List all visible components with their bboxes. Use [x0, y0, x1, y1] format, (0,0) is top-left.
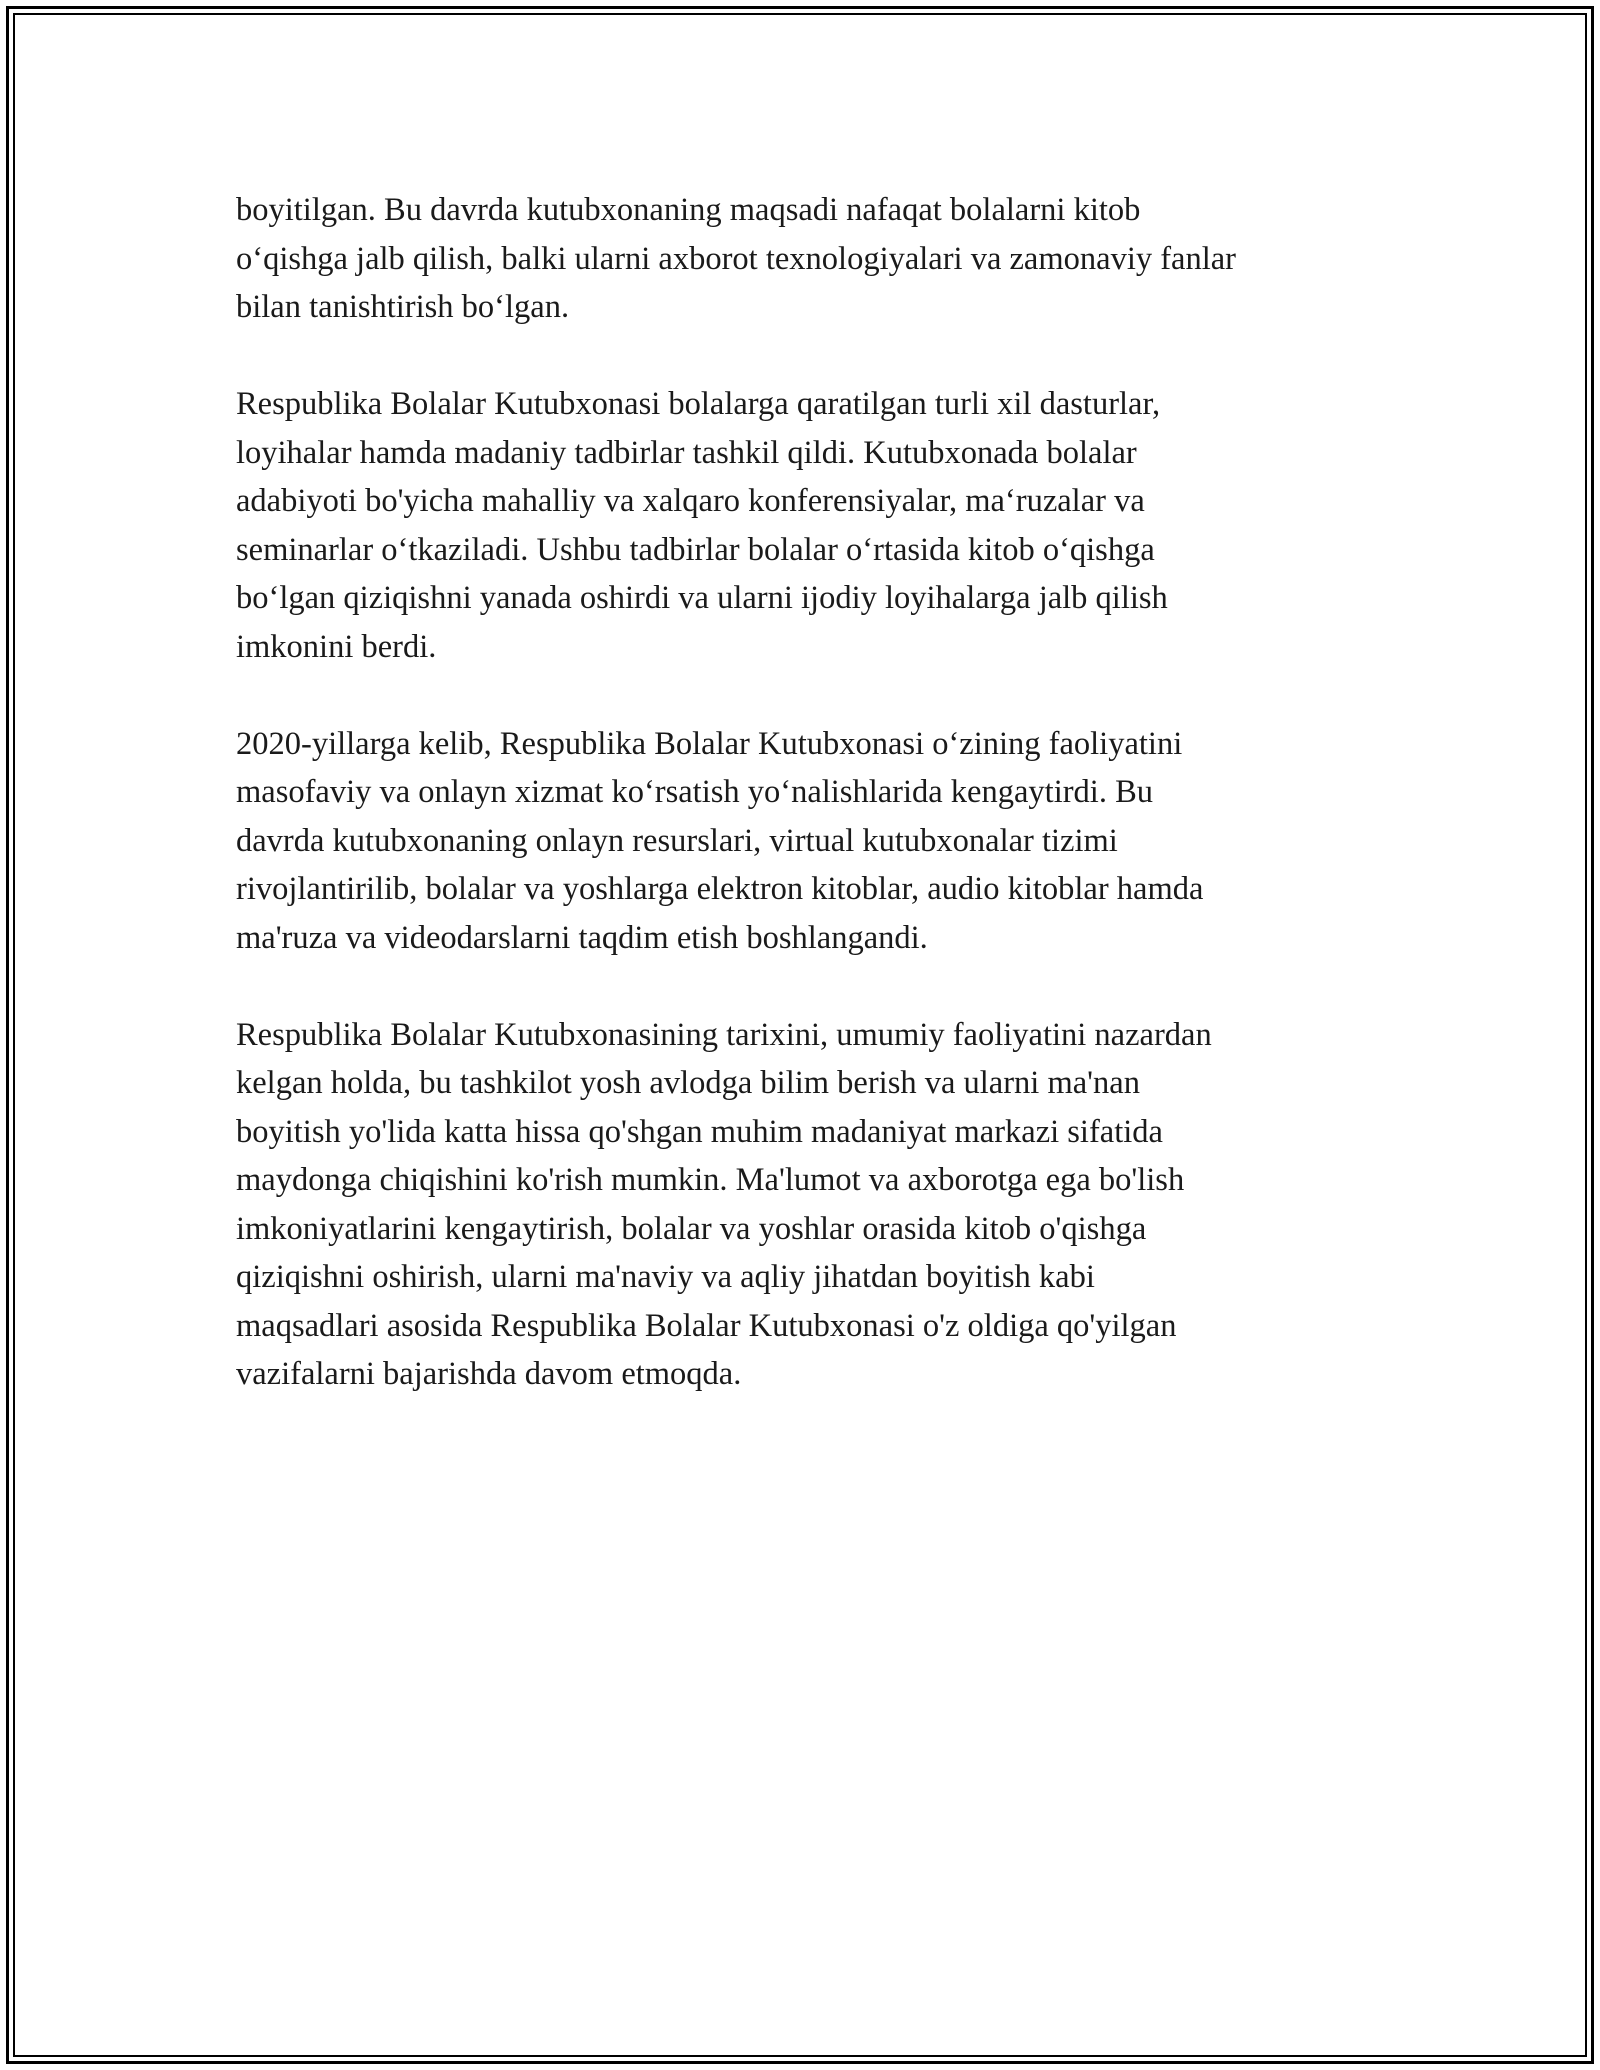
text-line: boyitish yo'lida katta hissa qo'shgan muhim madaniyat markazi sifatida — [236, 1113, 1163, 1150]
text-line: kelgan holda, bu tashkilot yosh avlodga bilim berish va ularni ma'nan — [236, 1065, 1140, 1101]
text-line: masofaviy va onlayn xizmat ko‘rsatish yo‘nalishlarida kengaytirdi. Bu — [236, 774, 1153, 810]
text-line: maqsadlari asosida Respublika Bolalar Kutubxonasi o'z oldiga qo'yilgan — [236, 1307, 1177, 1344]
text-line: loyihalar hamda madaniy tadbirlar tashkil qildi. Kutubxonada bolalar — [236, 434, 1137, 471]
text-line: rivojlantirilib, bolalar va yoshlarga elektron kitoblar, audio kitoblar hamda — [236, 871, 1204, 907]
document-body — [236, 186, 1386, 1447]
text-line: bo‘lgan qiziqishni yanada oshirdi va ularni ijodiy loyihalarga jalb qilish — [236, 580, 1168, 616]
text-line: 2020-yillarga kelib, Respublika Bolalar Kutubxonasi o‘zining faoliyatini — [236, 725, 1183, 762]
text-line: vazifalarni bajarishda davom etmoqda. — [236, 1356, 742, 1392]
text-line: davrda kutubxonaning onlayn resurslari, virtual kutubxonalar tizimi — [236, 822, 1118, 859]
paragraph-4 — [236, 1011, 1386, 1399]
text-line: adabiyoti bo'yicha mahalliy va xalqaro konferensiyalar, ma‘ruzalar va — [236, 483, 1145, 519]
text-line: maydonga chiqishini ko'rish mumkin. Ma'lumot va axborotga ega bo'lish — [236, 1162, 1185, 1198]
text-line: ma'ruza va videodarslarni taqdim etish boshlangandi. — [236, 919, 928, 956]
paragraph-3 — [236, 720, 1386, 963]
text-line: imkoniyatlarini kengaytirish, bolalar va yoshlar orasida kitob o'qishga — [236, 1210, 1147, 1247]
text-line: seminarlar o‘tkaziladi. Ushbu tadbirlar bolalar o‘rtasida kitob o‘qishga — [236, 531, 1155, 568]
text-line: bilan tanishtirish bo‘lgan. — [236, 289, 570, 325]
paragraph-1 — [236, 186, 1386, 332]
text-line: Respublika Bolalar Kutubxonasining tarixini, umumiy faoliyatini nazardan — [236, 1016, 1212, 1053]
text-line: Respublika Bolalar Kutubxonasi bolalarga qaratilgan turli xil dasturlar, — [236, 386, 1161, 422]
text-line: boyitilgan. Bu davrda kutubxonaning maqsadi nafaqat bolalarni kitob — [236, 192, 1141, 228]
text-line: o‘qishga jalb qilish, balki ularni axborot texnologiyalari va zamonaviy fanlar — [236, 240, 1236, 277]
paragraph-2 — [236, 380, 1386, 671]
text-line: imkonini berdi. — [236, 628, 437, 665]
text-line: qiziqishni oshirish, ularni ma'naviy va aqliy jihatdan boyitish kabi — [236, 1259, 1095, 1295]
